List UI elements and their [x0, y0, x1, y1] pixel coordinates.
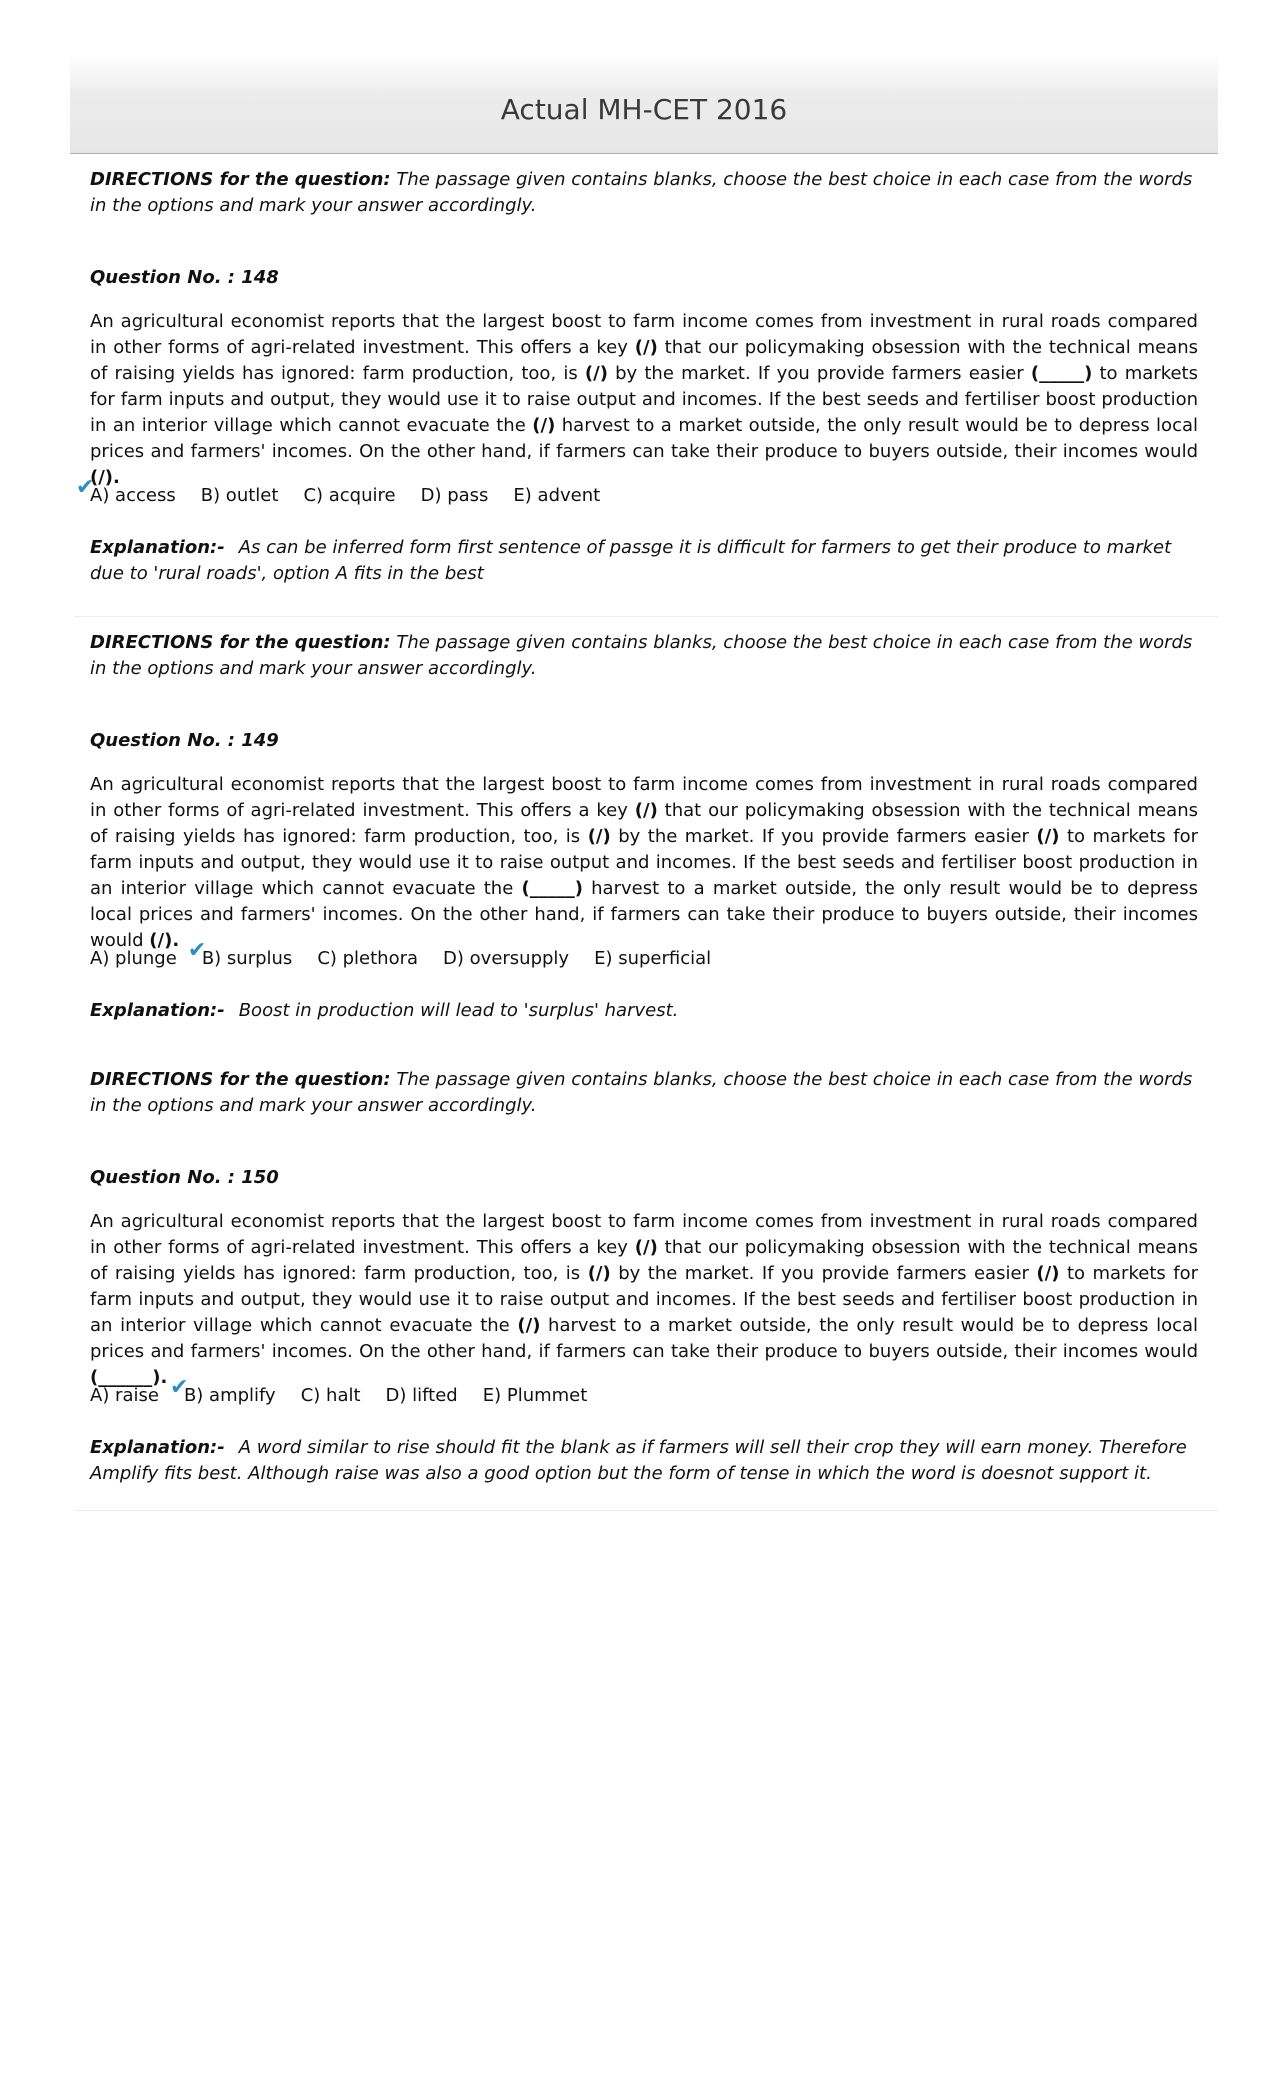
passage [90, 309, 1198, 491]
divider [74, 616, 1218, 617]
option-label: B) surplus [201, 948, 293, 969]
directions [90, 167, 1198, 219]
option-label: A) access [90, 485, 176, 506]
passage [90, 1209, 1198, 1391]
explanation-label: Explanation:- [90, 1000, 225, 1021]
directions-label: DIRECTIONS for the question: [90, 632, 391, 653]
option-label: B) outlet [200, 485, 279, 506]
question-number: Question No. : 148 [90, 267, 279, 288]
page-title: Actual MH-CET 2016 [500, 93, 788, 126]
option-label: D) oversupply [443, 948, 570, 969]
option-label: A) plunge [90, 948, 177, 969]
directions-text: The passage given contains blanks, choose the best choice in each case from the words in the options and mark your answer accordingly. [90, 1069, 1193, 1116]
checkmark-icon: ✔ [187, 938, 207, 963]
option-label: B) amplify [183, 1385, 276, 1406]
passage-text: harvest to a market outside, the only result would be to depress local prices and farmers' incomes. On the other hand, if farmers can take their produce to buyers outside, their incomes would [90, 1315, 1199, 1362]
option-d[interactable] [386, 1383, 458, 1409]
divider [74, 1510, 1218, 1511]
option-e[interactable] [483, 1383, 588, 1409]
passage-text: by the market. If you provide farmers easier [610, 1263, 1037, 1284]
option-e[interactable] [513, 483, 600, 509]
blank-marker: (/) [587, 1263, 611, 1284]
option-e[interactable] [594, 946, 711, 972]
explanation-label: Explanation:- [90, 1437, 225, 1458]
passage-text: that our policymaking obsession with the technical means of raising yields has ignored: farm production, too, is [90, 800, 1198, 847]
explanation-label: Explanation:- [90, 537, 225, 558]
option-label: E) superficial [594, 948, 712, 969]
blank-marker: (/) [517, 1315, 541, 1336]
directions-text: The passage given contains blanks, choose the best choice in each case from the words in the options and mark your answer accordingly. [90, 169, 1193, 216]
option-a[interactable] [76, 475, 176, 509]
passage-text: to markets for farm inputs and output, they would use it to raise output and incomes. If the best seeds and fertiliser boost production in an interior village which cannot evacuate the [90, 363, 1198, 436]
option-c[interactable] [301, 1383, 361, 1409]
option-label: D) lifted [385, 1385, 458, 1406]
explanation-text: A word similar to rise should fit the blank as if farmers will sell their crop they will earn money. Therefore Amplify fits best. Although raise was also a good option but the form of tense in which the word is doesnot support it. [90, 1437, 1187, 1484]
passage-text: to markets for farm inputs and output, they would use it to raise output and incomes. If the best seeds and fertiliser boost production in an interior village which cannot evacuate the [90, 1263, 1198, 1336]
option-label: C) acquire [303, 485, 396, 506]
explanation-text: As can be inferred form first sentence of passge it is difficult for farmers to get their produce to market due to 'rural roads', option A fits in the best [90, 537, 1172, 584]
checkmark-icon: ✔ [76, 475, 95, 500]
passage-text: that our policymaking obsession with the technical means of raising yields has ignored: farm production, too, is [90, 1237, 1198, 1284]
passage-text: An agricultural economist reports that the largest boost to farm income comes from investment in rural roads compared in other forms of agri-related investment. This offers a key [90, 774, 1198, 821]
passage [90, 772, 1198, 954]
blank-marker: (/) [532, 415, 556, 436]
passage-text: by the market. If you provide farmers easier [607, 363, 1031, 384]
options [76, 475, 1198, 509]
option-d[interactable] [443, 946, 569, 972]
option-b[interactable] [201, 483, 279, 509]
page-header [70, 55, 1218, 154]
option-c[interactable] [303, 483, 395, 509]
blank-marker: (/) [1036, 826, 1060, 847]
blank-marker: (/) [634, 1237, 658, 1258]
passage-text: harvest to a market outside, the only result would be to depress local prices and farmers' incomes. On the other hand, if farmers can take their produce to buyers outside, their incomes would [90, 415, 1198, 462]
option-d[interactable] [421, 483, 489, 509]
option-a[interactable] [90, 946, 177, 972]
explanation [90, 998, 1198, 1024]
blank-marker: (/) [634, 337, 658, 358]
passage-text: by the market. If you provide farmers easier [610, 826, 1037, 847]
directions [90, 1067, 1198, 1119]
explanation [90, 1435, 1198, 1487]
option-label: D) pass [420, 485, 489, 506]
question-number: Question No. : 150 [90, 1167, 279, 1188]
blank-marker: (/) [584, 363, 608, 384]
blank-marker: (/). [90, 467, 120, 488]
options [90, 938, 1198, 972]
option-b[interactable] [169, 1375, 276, 1409]
blank-marker: (/) [587, 826, 611, 847]
blank-marker: (_____) [521, 878, 583, 899]
blank-marker: (/) [1036, 1263, 1060, 1284]
option-label: C) halt [300, 1385, 361, 1406]
passage-text: An agricultural economist reports that the largest boost to farm income comes from investment in rural roads compared in other forms of agri-related investment. This offers a key [90, 1211, 1198, 1258]
blank-marker: (______). [90, 1367, 168, 1388]
directions-label: DIRECTIONS for the question: [90, 169, 391, 190]
directions-text: The passage given contains blanks, choose the best choice in each case from the words in the options and mark your answer accordingly. [90, 632, 1193, 679]
blank-marker: (_____) [1030, 363, 1093, 384]
option-c[interactable] [317, 946, 418, 972]
option-label: A) raise [90, 1385, 159, 1406]
passage-text: that our policymaking obsession with the technical means of raising yields has ignored: farm production, too, is [90, 337, 1198, 384]
checkmark-icon: ✔ [169, 1375, 189, 1400]
option-a[interactable] [90, 1383, 159, 1409]
question-number: Question No. : 149 [90, 730, 279, 751]
directions [90, 630, 1198, 682]
option-label: E) Plummet [482, 1385, 588, 1406]
option-label: C) plethora [317, 948, 419, 969]
blank-marker: (/) [634, 800, 658, 821]
passage-text: An agricultural economist reports that the largest boost to farm income comes from investment in rural roads compared in other forms of agri-related investment. This offers a key [90, 311, 1198, 358]
explanation [90, 535, 1198, 587]
blank-marker: (/). [149, 930, 180, 951]
option-b[interactable] [187, 938, 293, 972]
directions-label: DIRECTIONS for the question: [90, 1069, 391, 1090]
option-label: E) advent [513, 485, 601, 506]
options [90, 1375, 1198, 1409]
passage-text: to markets for farm inputs and output, they would use it to raise output and incomes. If the best seeds and fertiliser boost production in an interior village which cannot evacuate the [90, 826, 1198, 899]
passage-text: harvest to a market outside, the only result would be to depress local prices and farmers' incomes. On the other hand, if farmers can take their produce to buyers outside, their incomes would [90, 878, 1198, 951]
explanation-text: Boost in production will lead to 'surplus' harvest. [238, 1000, 679, 1021]
